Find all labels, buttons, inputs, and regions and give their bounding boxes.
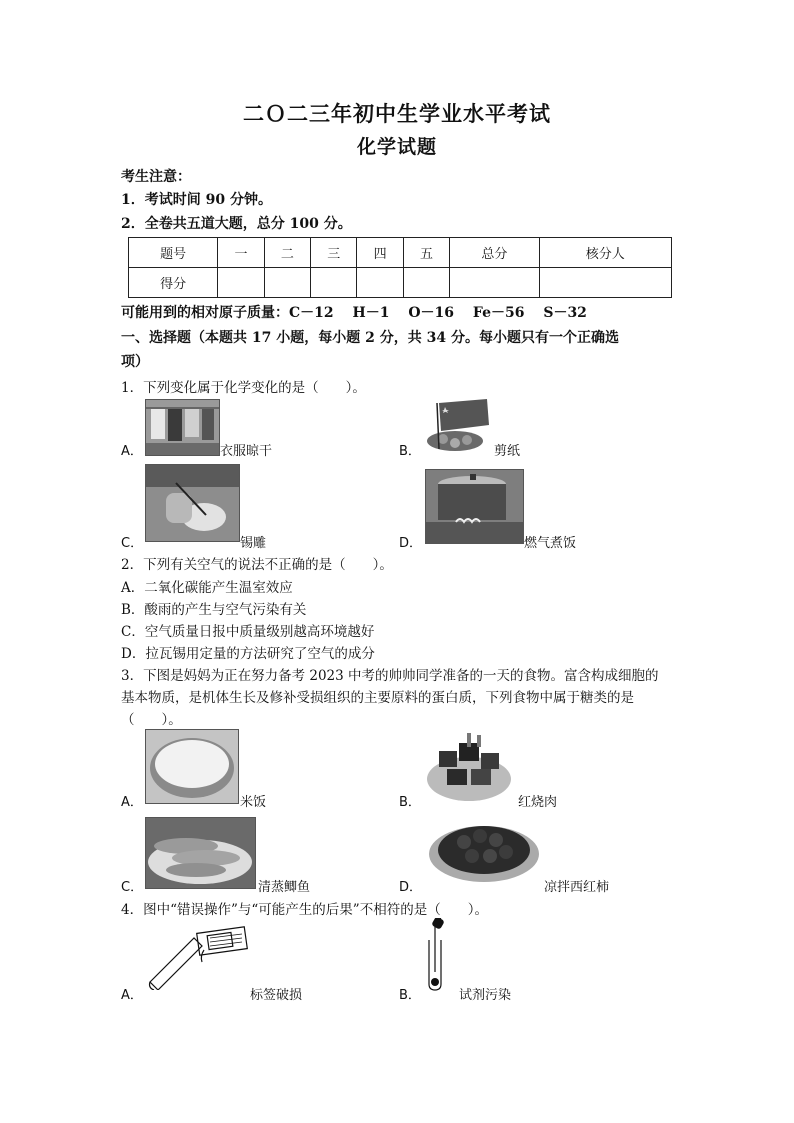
q1-option-a-letter: A． (121, 444, 143, 459)
atomic-masses: 可能用到的相对原子质量：C－12 H－1 O－16 Fe－56 S－32 (121, 305, 587, 321)
q2-stem: 2．下列有关空气的说法不正确的是（ ）。 (121, 557, 393, 573)
score-table-header: 四 (357, 238, 403, 268)
score-cell[interactable] (403, 268, 449, 298)
gas-cooking-photo (425, 469, 524, 544)
q1-option-a-text: 衣服晾干 (220, 444, 273, 459)
score-table (128, 237, 672, 298)
score-table-score-row (129, 268, 672, 298)
q3-option-a-text: 米饭 (240, 795, 267, 810)
q3-option-b-text: 红烧肉 (518, 795, 558, 810)
score-cell[interactable] (539, 268, 671, 298)
q2-option-d: D．拉瓦锡用定量的方法研究了空气的成分 (121, 646, 375, 662)
papercut-photo (425, 399, 492, 454)
pouring-diagram (146, 920, 252, 990)
q1-option-b-text: 剪纸 (494, 444, 521, 459)
q1-stem: 1．下列变化属于化学变化的是（ ）。 (121, 380, 366, 396)
q2-option-a: A．二氧化碳能产生温室效应 (121, 580, 293, 596)
q3-stem-cont: 基本物质，是机体生长及修补受损组织的主要原料的蛋白质，下列食物中属于糖类的是 (121, 690, 634, 706)
score-cell[interactable] (264, 268, 310, 298)
score-cell[interactable] (218, 268, 264, 298)
score-table-header: 五 (403, 238, 449, 268)
score-table-header: 核分人 (539, 238, 671, 268)
notice-heading: 考生注意： (121, 169, 191, 185)
score-cell[interactable] (357, 268, 403, 298)
score-table-header: 总分 (450, 238, 539, 268)
score-table-header: 题号 (129, 238, 218, 268)
q4-option-b-text: 试剂污染 (459, 988, 512, 1003)
tin-carving-photo (145, 464, 240, 542)
score-row-label: 得分 (129, 268, 218, 298)
q4-option-a-text: 标签破损 (250, 988, 303, 1003)
section-1-title-cont: 项） (121, 354, 149, 370)
q3-option-d-text: 凉拌西红柿 (544, 880, 610, 895)
notice-item-2: 2．全卷共五道大题，总分 100 分。 (121, 216, 352, 232)
tomato-photo (428, 814, 540, 884)
braised-pork-photo (425, 729, 514, 804)
clothes-photo (145, 399, 220, 456)
q1-option-c-text: 锡雕 (240, 536, 267, 551)
dropper-diagram (425, 918, 451, 992)
q2-option-c: C．空气质量日报中质量级别越高环境越好 (121, 624, 375, 640)
score-table-header: 一 (218, 238, 264, 268)
q3-option-b-letter: B． (399, 795, 421, 810)
q3-option-c-letter: C． (121, 880, 144, 895)
score-table-header-row (129, 238, 672, 268)
section-1-title: 一、选择题（本题共 17 小题，每小题 2 分，共 34 分。每小题只有一个正确选 (121, 330, 619, 346)
score-table-header: 二 (264, 238, 310, 268)
q1-option-d-text: 燃气煮饭 (524, 536, 577, 551)
q3-stem: 3．下图是妈妈为正在努力备考 2023 中考的帅帅同学准备的一天的食物。富含构成细胞的 (121, 668, 659, 684)
q3-option-a-letter: A． (121, 795, 143, 810)
score-cell[interactable] (450, 268, 539, 298)
score-table-header: 三 (311, 238, 357, 268)
q3-option-c-text: 清蒸鲫鱼 (258, 880, 311, 895)
q1-option-c-letter: C． (121, 536, 144, 551)
q4-option-a-letter: A． (121, 988, 143, 1003)
rice-photo (145, 729, 239, 804)
q1-option-d-letter: D． (399, 536, 423, 551)
q4-stem: 4．图中“错误操作”与“可能产生的后果”不相符的是（ ）。 (121, 902, 488, 918)
q1-option-b-letter: B． (399, 444, 421, 459)
exam-subtitle: 化学试题 (356, 136, 437, 158)
q3-option-d-letter: D． (399, 880, 423, 895)
steamed-fish-photo (145, 817, 256, 889)
notice-item-1: 1．考试时间 90 分钟。 (121, 192, 272, 208)
q4-option-b-letter: B． (399, 988, 421, 1003)
score-cell[interactable] (311, 268, 357, 298)
q3-stem-end: （ ）。 (121, 712, 182, 728)
q2-option-b: B．酸雨的产生与空气污染有关 (121, 602, 307, 618)
exam-title: 二Ｏ二三年初中生学业水平考试 (243, 101, 551, 126)
